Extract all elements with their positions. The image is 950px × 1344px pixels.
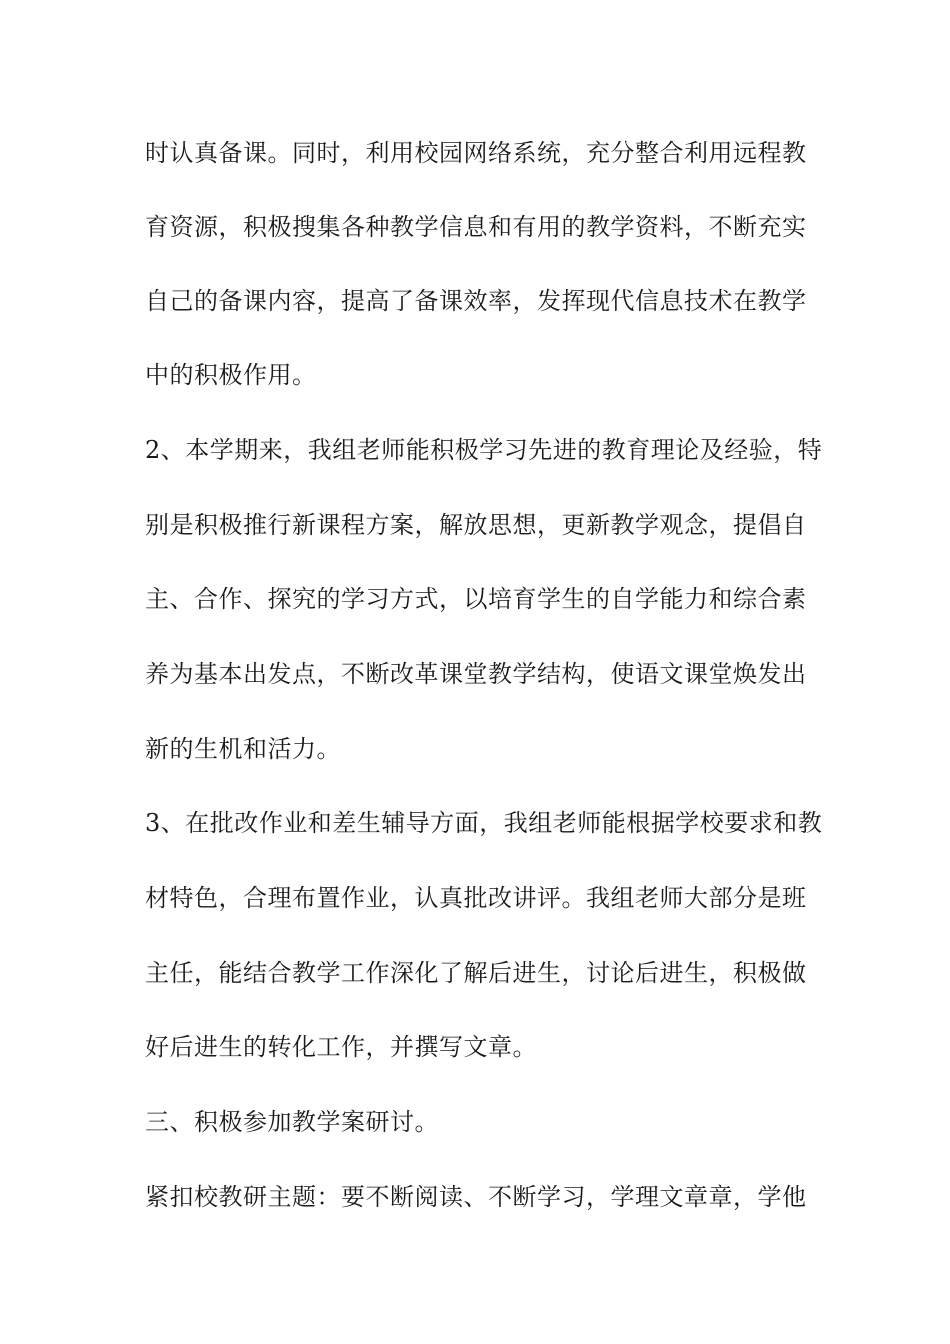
text-line-10: 3、在批改作业和差生辅导方面，我组老师能根据学校要求和教 [145, 809, 823, 837]
text-line-13: 好后进生的转化工作，并撰写文章。 [145, 1033, 537, 1061]
section-heading: 三、积极参加教学案研讨。 [145, 1108, 439, 1136]
text-line-3: 自己的备课内容，提高了备课效率，发挥现代信息技术在教学 [145, 287, 807, 315]
text-line-6: 别是积极推行新课程方案，解放思想，更新教学观念，提倡自 [145, 511, 807, 539]
text-line-5: 2、本学期来，我组老师能积极学习先进的教育理论及经验，特 [145, 436, 823, 464]
text-line-1: 时认真备课。同时，利用校园网络系统，充分整合利用远程教 [145, 139, 807, 167]
text-line-12: 主任，能结合教学工作深化了解后进生，讨论后进生，积极做 [145, 959, 807, 987]
text-line-9: 新的生机和活力。 [145, 735, 341, 763]
text-line-11: 材特色，合理布置作业，认真批改讲评。我组老师大部分是班 [145, 884, 807, 912]
text-line-2: 育资源，积极搜集各种教学信息和有用的教学资料，不断充实 [145, 213, 807, 241]
text-line-8: 养为基本出发点，不断改革课堂教学结构，使语文课堂焕发出 [145, 660, 807, 688]
text-line-7: 主、合作、探究的学习方式，以培育学生的自学能力和综合素 [145, 585, 807, 613]
text-line-4: 中的积极作用。 [145, 361, 317, 389]
text-line-15: 紧扣校教研主题：要不断阅读、不断学习，学理文章章，学他 [145, 1183, 807, 1211]
